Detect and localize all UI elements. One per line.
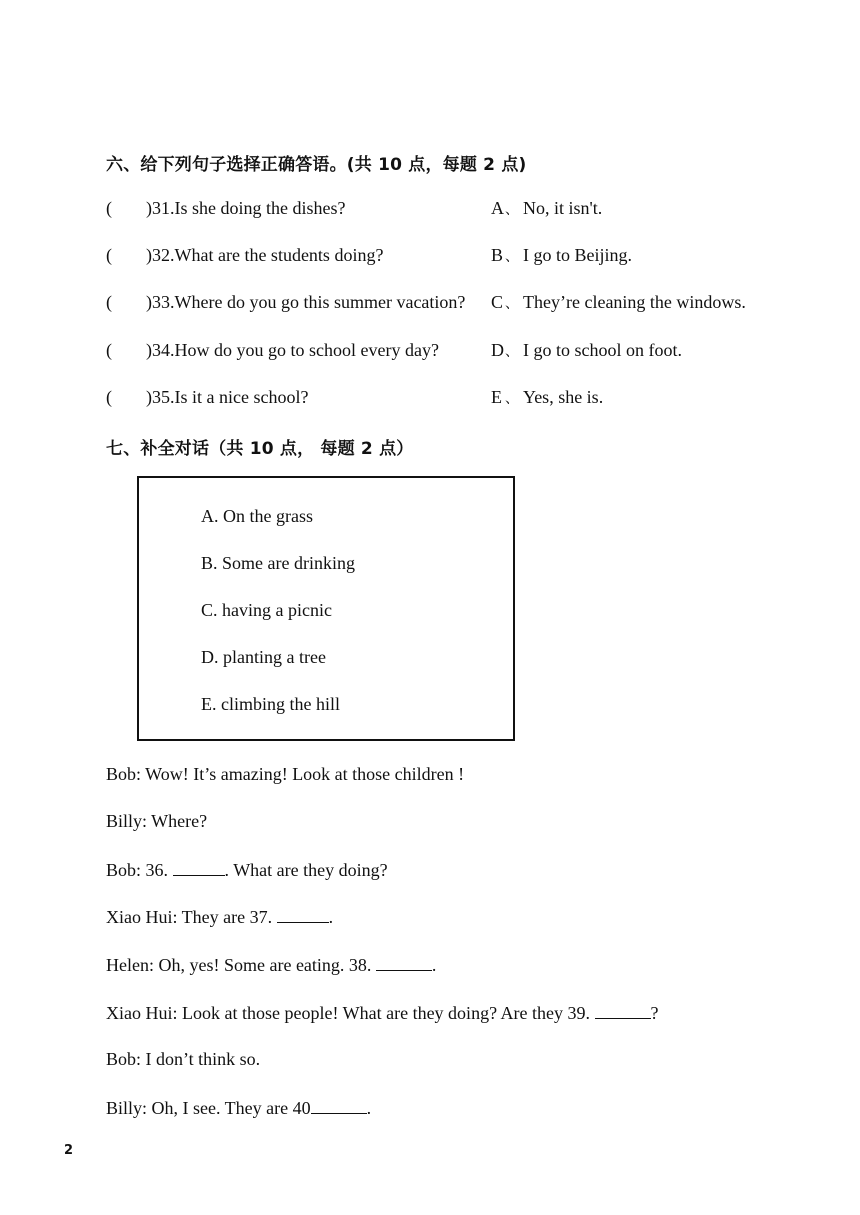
question-text: )35.Is it a nice school? bbox=[146, 387, 309, 407]
option-e: E. climbing the hill bbox=[201, 694, 340, 714]
answer-paren[interactable]: ( bbox=[106, 198, 112, 218]
answer-text: Yes, she is. bbox=[523, 387, 604, 407]
answer-blank-40[interactable] bbox=[311, 1097, 367, 1114]
dialogue-line bbox=[106, 764, 464, 785]
dialogue-text: . bbox=[431, 955, 437, 975]
dialogue-line bbox=[106, 1049, 260, 1070]
answer-paren[interactable]: ( bbox=[106, 340, 112, 360]
answer-separator: 、 bbox=[505, 249, 519, 265]
dialogue-text: Xiao Hui: They are 37. bbox=[106, 907, 277, 927]
dialogue-text: . bbox=[366, 1098, 372, 1118]
answer-text: No, it isn't. bbox=[523, 198, 603, 218]
answer-letter: D bbox=[491, 340, 504, 360]
answer-option-d bbox=[491, 340, 682, 361]
answer-blank-37[interactable] bbox=[277, 906, 329, 923]
answer-letter: E bbox=[491, 387, 502, 407]
answer-separator: 、 bbox=[505, 202, 519, 218]
answer-paren[interactable]: ( bbox=[106, 245, 112, 265]
answer-separator: 、 bbox=[505, 344, 519, 360]
dialogue-text: Helen: Oh, yes! Some are eating. 38. bbox=[106, 955, 376, 975]
dialogue-text: . What are they doing? bbox=[224, 860, 388, 880]
question-row-35 bbox=[0, 387, 860, 413]
answer-blank-36[interactable] bbox=[173, 859, 225, 876]
answer-blank-38[interactable] bbox=[376, 954, 432, 971]
page-number: 2 bbox=[64, 1143, 74, 1158]
answer-paren[interactable]: ( bbox=[106, 387, 112, 407]
option-b: B. Some are drinking bbox=[201, 553, 355, 573]
answer-letter: C bbox=[491, 292, 504, 312]
dialogue-line bbox=[106, 811, 207, 832]
section-7-heading: 七、补全对话（共 10 点， 每题 2 点） bbox=[106, 439, 414, 459]
dialogue-text: Billy: Oh, I see. They are 40 bbox=[106, 1098, 311, 1118]
option-a: A. On the grass bbox=[201, 506, 313, 526]
section-6-heading: 六、给下列句子选择正确答语。(共 10 点，每题 2 点) bbox=[106, 155, 527, 175]
dialogue-line bbox=[106, 1002, 659, 1024]
dialogue-text: Billy: Where? bbox=[106, 811, 208, 831]
dialogue-text: . bbox=[328, 907, 334, 927]
answer-letter: A bbox=[491, 198, 504, 218]
answer-paren[interactable]: ( bbox=[106, 292, 112, 312]
answer-text: I go to school on foot. bbox=[523, 340, 682, 360]
dialogue-text: Bob: Wow! It’s amazing! Look at those children ! bbox=[106, 764, 465, 784]
dialogue-line bbox=[106, 906, 333, 928]
answer-blank-39[interactable] bbox=[595, 1002, 651, 1019]
question-text: )33.Where do you go this summer vacation? bbox=[146, 292, 466, 312]
answer-option-a bbox=[491, 198, 602, 219]
option-c: C. having a picnic bbox=[201, 600, 332, 620]
answer-letter: B bbox=[491, 245, 504, 265]
answer-text: I go to Beijing. bbox=[523, 245, 632, 265]
question-row-34 bbox=[0, 340, 860, 366]
answer-option-e bbox=[491, 387, 603, 408]
dialogue-line bbox=[106, 859, 388, 881]
question-row-33 bbox=[0, 292, 860, 318]
dialogue-text: ? bbox=[650, 1003, 659, 1023]
answer-option-c bbox=[491, 292, 746, 313]
question-text: )31.Is she doing the dishes? bbox=[146, 198, 346, 218]
dialogue-text: Xiao Hui: Look at those people! What are they doing? Are they 39. bbox=[106, 1003, 595, 1023]
answer-separator: 、 bbox=[505, 391, 519, 407]
answer-option-b bbox=[491, 245, 632, 266]
question-text: )34.How do you go to school every day? bbox=[146, 340, 439, 360]
dialogue-text: Bob: 36. bbox=[106, 860, 173, 880]
question-row-32 bbox=[0, 245, 860, 271]
answer-separator: 、 bbox=[505, 296, 519, 312]
answer-text: They’re cleaning the windows. bbox=[523, 292, 746, 312]
dialogue-text: Bob: I don’t think so. bbox=[106, 1049, 261, 1069]
options-box bbox=[137, 476, 515, 741]
question-text: )32.What are the students doing? bbox=[146, 245, 384, 265]
question-row-31 bbox=[0, 198, 860, 224]
dialogue-line bbox=[106, 954, 436, 976]
dialogue-line bbox=[106, 1097, 371, 1119]
option-d: D. planting a tree bbox=[201, 647, 326, 667]
